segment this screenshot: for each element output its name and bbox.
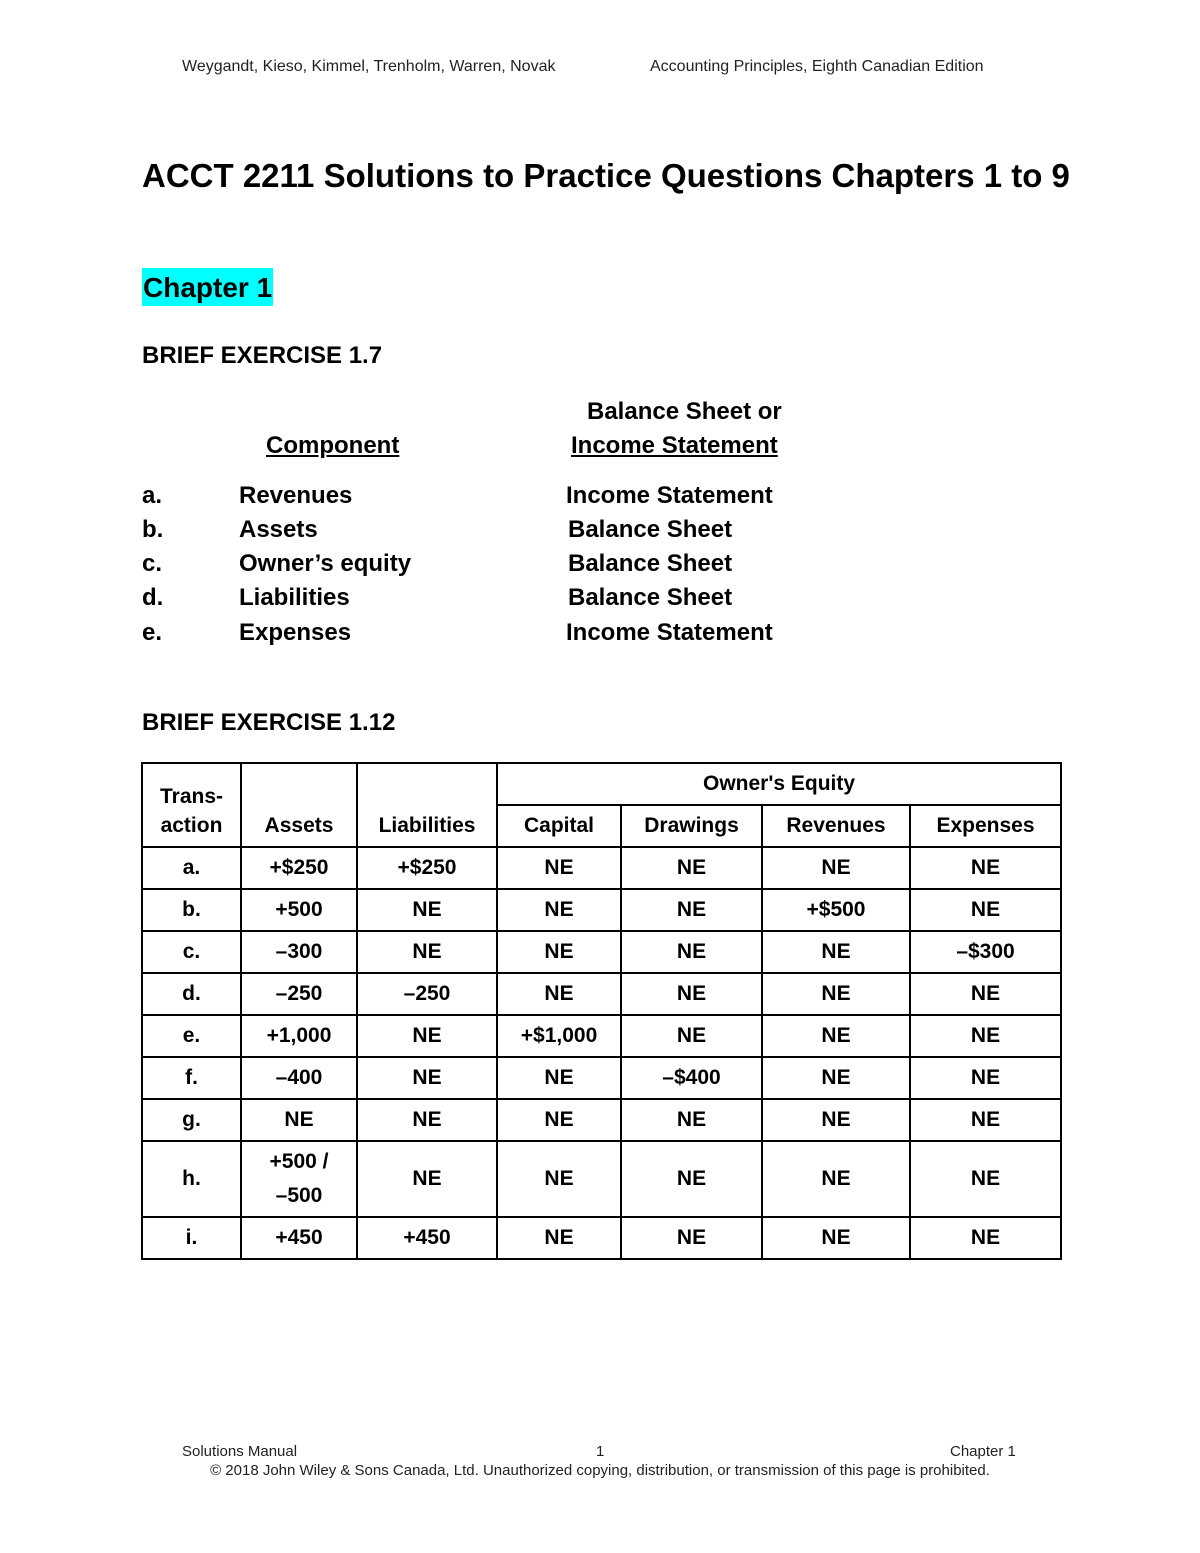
statement-column-header-line2: Income Statement (571, 432, 778, 459)
revenues-cell: NE (762, 847, 910, 889)
row-letter: a. (142, 482, 163, 509)
statement-name: Income Statement (566, 482, 773, 509)
component-name: Revenues (239, 482, 353, 509)
liabilities-cell: NE (357, 931, 497, 973)
component-column-header: Component (266, 432, 400, 459)
liabilities-cell: NE (357, 1141, 497, 1217)
drawings-cell: NE (621, 889, 762, 931)
table-row (142, 973, 1061, 1015)
drawings-cell: NE (621, 1099, 762, 1141)
transaction-cell: h. (142, 1141, 241, 1217)
liabilities-cell: NE (357, 889, 497, 931)
drawings-cell: NE (621, 1141, 762, 1217)
revenues-cell: NE (762, 1015, 910, 1057)
expenses-cell: NE (910, 1217, 1061, 1259)
revenues-cell: NE (762, 931, 910, 973)
running-header-book: Accounting Principles, Eighth Canadian Edition (650, 58, 984, 75)
assets-column-header: Assets (241, 763, 357, 847)
expenses-cell: NE (910, 1141, 1061, 1217)
table-row (142, 1057, 1061, 1099)
chapter-heading: Chapter 1 (142, 268, 273, 306)
component-name: Owner’s equity (239, 550, 412, 577)
revenues-column-header: Revenues (762, 805, 910, 847)
drawings-cell: NE (621, 1015, 762, 1057)
exercise-1-12-heading: BRIEF EXERCISE 1.12 (142, 709, 396, 736)
transaction-cell: g. (142, 1099, 241, 1141)
assets-cell: +1,000 (241, 1015, 357, 1057)
footer-left: Solutions Manual (182, 1443, 298, 1460)
capital-cell: NE (497, 1141, 621, 1217)
liabilities-cell: +450 (357, 1217, 497, 1259)
component-row (142, 550, 942, 584)
exercise-1-7-heading: BRIEF EXERCISE 1.7 (142, 342, 383, 369)
row-letter: d. (142, 584, 164, 611)
assets-cell: +500 (241, 889, 357, 931)
transaction-column-header (142, 763, 241, 847)
table-row (142, 1099, 1061, 1141)
expenses-cell: NE (910, 889, 1061, 931)
drawings-cell: –$400 (621, 1057, 762, 1099)
capital-cell: NE (497, 1217, 621, 1259)
revenues-cell: NE (762, 1217, 910, 1259)
page-number: 1 (596, 1443, 605, 1460)
drawings-column-header: Drawings (621, 805, 762, 847)
row-letter: e. (142, 619, 163, 646)
expenses-column-header: Expenses (910, 805, 1061, 847)
revenues-cell: +$500 (762, 889, 910, 931)
expenses-cell: NE (910, 847, 1061, 889)
row-letter: c. (142, 550, 163, 577)
owners-equity-header: Owner's Equity (497, 763, 1061, 805)
transaction-cell: i. (142, 1217, 241, 1259)
transaction-cell: e. (142, 1015, 241, 1057)
transaction-cell: b. (142, 889, 241, 931)
expenses-cell: NE (910, 1099, 1061, 1141)
table-row (142, 889, 1061, 931)
statement-name: Balance Sheet (568, 550, 733, 577)
component-name: Liabilities (239, 584, 350, 611)
expenses-cell: NE (910, 973, 1061, 1015)
assets-cell: –300 (241, 931, 357, 973)
component-row (142, 482, 942, 516)
transaction-cell: d. (142, 973, 241, 1015)
revenues-cell: NE (762, 1141, 910, 1217)
component-row (142, 584, 942, 618)
liabilities-cell: +$250 (357, 847, 497, 889)
drawings-cell: NE (621, 1217, 762, 1259)
drawings-cell: NE (621, 973, 762, 1015)
component-row (142, 516, 942, 550)
capital-cell: NE (497, 889, 621, 931)
table-row (142, 1217, 1061, 1259)
capital-cell: NE (497, 847, 621, 889)
revenues-cell: NE (762, 973, 910, 1015)
assets-cell-line1: +500 / (269, 1150, 329, 1173)
liabilities-column-header: Liabilities (357, 763, 497, 847)
capital-cell: NE (497, 1099, 621, 1141)
document-title: ACCT 2211 Solutions to Practice Questions Chapters 1 to 9 (142, 157, 1070, 194)
component-name: Expenses (239, 619, 352, 646)
statement-name: Balance Sheet (568, 516, 733, 543)
drawings-cell: NE (621, 931, 762, 973)
running-header-authors: Weygandt, Kieso, Kimmel, Trenholm, Warren, Novak (182, 58, 556, 75)
table-row (142, 1141, 1061, 1217)
assets-cell-line2: –500 (275, 1184, 323, 1207)
assets-cell: NE (241, 1099, 357, 1141)
expenses-cell: NE (910, 1057, 1061, 1099)
transaction-cell: a. (142, 847, 241, 889)
table-row (142, 847, 1061, 889)
transaction-cell: f. (142, 1057, 241, 1099)
expenses-cell: NE (910, 1015, 1061, 1057)
transaction-header-line1: Trans- (159, 785, 224, 808)
row-letter: b. (142, 516, 164, 543)
table-row (142, 1015, 1061, 1057)
assets-cell: –250 (241, 973, 357, 1015)
revenues-cell: NE (762, 1099, 910, 1141)
expenses-cell: –$300 (910, 931, 1061, 973)
assets-cell: –400 (241, 1057, 357, 1099)
component-name: Assets (239, 516, 318, 543)
drawings-cell: NE (621, 847, 762, 889)
statement-column-header-line1: Balance Sheet or (587, 398, 782, 425)
assets-cell: +450 (241, 1217, 357, 1259)
footer-right: Chapter 1 (950, 1443, 1016, 1460)
assets-cell: +$250 (241, 847, 357, 889)
statement-name: Balance Sheet (568, 584, 733, 611)
component-row (142, 619, 942, 653)
capital-cell: NE (497, 973, 621, 1015)
capital-cell: NE (497, 1057, 621, 1099)
copyright-notice: © 2018 John Wiley & Sons Canada, Ltd. Unauthorized copying, distribution, or transmission of this page is prohibited. (210, 1462, 990, 1479)
statement-name: Income Statement (566, 619, 773, 646)
liabilities-cell: NE (357, 1099, 497, 1141)
transaction-analysis-table (141, 762, 1062, 1260)
capital-cell: +$1,000 (497, 1015, 621, 1057)
transaction-header-line2: action (160, 814, 223, 837)
assets-cell (241, 1141, 357, 1217)
revenues-cell: NE (762, 1057, 910, 1099)
liabilities-cell: –250 (357, 973, 497, 1015)
liabilities-cell: NE (357, 1015, 497, 1057)
capital-column-header: Capital (497, 805, 621, 847)
transaction-cell: c. (142, 931, 241, 973)
capital-cell: NE (497, 931, 621, 973)
table-row (142, 931, 1061, 973)
liabilities-cell: NE (357, 1057, 497, 1099)
